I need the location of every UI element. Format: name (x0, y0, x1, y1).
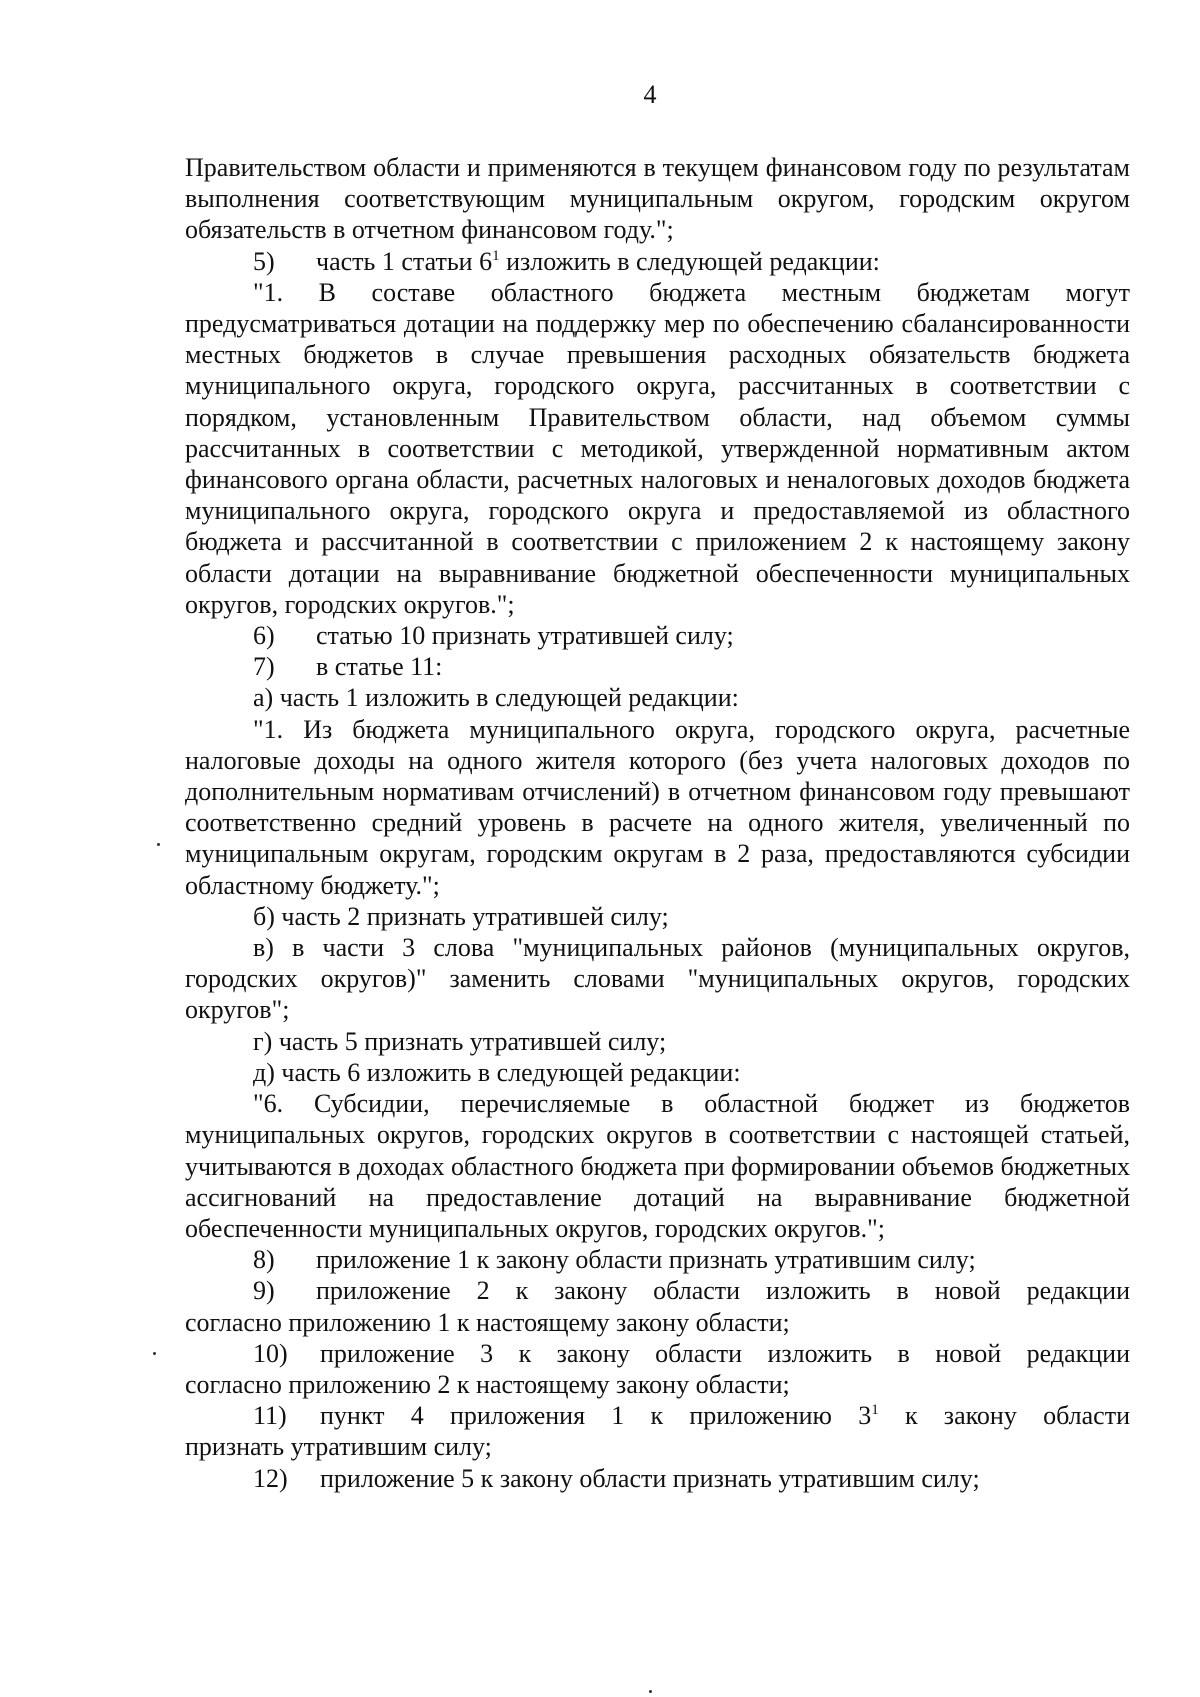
superscript: 1 (871, 1402, 879, 1419)
list-item-text-part: пункт 4 приложения 1 к приложению 3 (320, 1401, 872, 1431)
list-item-text: статью 10 признать утратившей силу; (316, 621, 734, 651)
quoted-paragraph-3: "6. Субсидии, перечисляемые в областной бюджет из бюджетов муниципальных округов, городских округов в соответствии с настоящей статьей, учитываются в доходах областного бюджета при формировании объемов бюджетных ассигнований на предоставление дотаций на выравнивание бюджетной обеспеченности муниципальных округов, городских округов."; (185, 1089, 1130, 1243)
paragraph-continuation: Правительством области и применяются в текущем финансовом году по результатам выполнения соответствующим муниципальным округом, городским округом обязательств в отчетном финансовом году."; (185, 153, 1130, 245)
list-item-11 (185, 1400, 1130, 1431)
list-item-text: приложение 5 к закону области признать утратившим силу; (320, 1463, 980, 1493)
document-body (185, 152, 1130, 1494)
subitem-d: д) часть 6 изложить в следующей редакции: (253, 1057, 741, 1087)
list-item-6 (185, 620, 1130, 651)
list-item-text: приложение 1 к закону области признать утратившим силу; (316, 1245, 976, 1275)
subitem-g: г) часть 5 признать утратившей силу; (253, 1026, 667, 1056)
list-item-text-part: изложить в следующей редакции: (499, 246, 880, 276)
scan-speck (649, 1690, 652, 1693)
list-item-number: 10) (253, 1338, 288, 1368)
list-item-8 (185, 1244, 1130, 1275)
list-item-12 (185, 1463, 1130, 1494)
list-item-11-continuation: признать утратившим силу; (185, 1432, 492, 1462)
list-item-10-continuation: согласно приложению 2 к настоящему закону области; (185, 1369, 790, 1399)
subitem-b: б) часть 2 признать утратившей силу; (253, 901, 669, 931)
list-item-number: 5) (253, 246, 275, 276)
quoted-paragraph-1: "1. В составе областного бюджета местным бюджетам могут предусматриваться дотации на поддержку мер по обеспечению сбалансированности местных бюджетов в случае превышения расходных обязательств бюджета муниципального округа, городского округа, рассчитанных в соответствии с порядком, установленным Правительством области, над объемом суммы рассчитанных в соответствии с методикой, утвержденной нормативным актом финансового органа области, расчетных налоговых и неналоговых доходов бюджета муниципального округа, городского округа и предоставляемой из областного бюджета и рассчитанной в соответствии с приложением 2 к настоящему закону области дотации на выравнивание бюджетной обеспеченности муниципальных округов, городских округов."; (185, 277, 1130, 619)
list-item-number: 12) (253, 1463, 288, 1493)
list-item-text-first-line (320, 1400, 1130, 1431)
list-item-number: 7) (253, 652, 275, 682)
quoted-paragraph-2: "1. Из бюджета муниципального округа, городского округа, расчетные налоговые доходы на одного жителя которого (без учета налоговых доходов по дополнительным нормативам отчислений) в отчетном финансовом году превышают соответственно средний уровень в расчете на одного жителя, увеличенный по муниципальным округам, городским округам в 2 раза, предоставляются субсидии областному бюджету."; (185, 714, 1130, 900)
list-item-10 (185, 1338, 1130, 1369)
scan-speck (153, 1352, 156, 1355)
list-item-9-continuation: согласно приложению 1 к настоящему закону области; (185, 1307, 790, 1337)
list-item-text: в статье 11: (316, 652, 443, 682)
page-number: 4 (643, 80, 657, 109)
list-item-9 (185, 1275, 1130, 1306)
superscript: 1 (492, 247, 500, 264)
list-item-text-first-line: приложение 2 к закону области изложить в новой редакции (316, 1276, 1130, 1306)
list-item-7 (185, 651, 1130, 682)
list-item-text (316, 246, 1130, 277)
scan-speck (157, 843, 160, 846)
list-item-number: 11) (253, 1401, 287, 1431)
list-item-number: 9) (253, 1276, 275, 1306)
subitem-v: в) в части 3 слова "муниципальных районов (муниципальных округов, городских округов)" заменить словами "муниципальных округов, городских округов"; (185, 933, 1130, 1025)
list-item-number: 6) (253, 621, 275, 651)
subitem-a: а) часть 1 изложить в следующей редакции: (253, 683, 739, 713)
list-item-5 (185, 246, 1130, 277)
list-item-text-first-line: приложение 3 к закону области изложить в новой редакции (320, 1338, 1130, 1368)
list-item-text-part: к закону области (878, 1401, 1130, 1431)
list-item-number: 8) (253, 1245, 275, 1275)
list-item-text-part: часть 1 статьи 6 (316, 246, 493, 276)
